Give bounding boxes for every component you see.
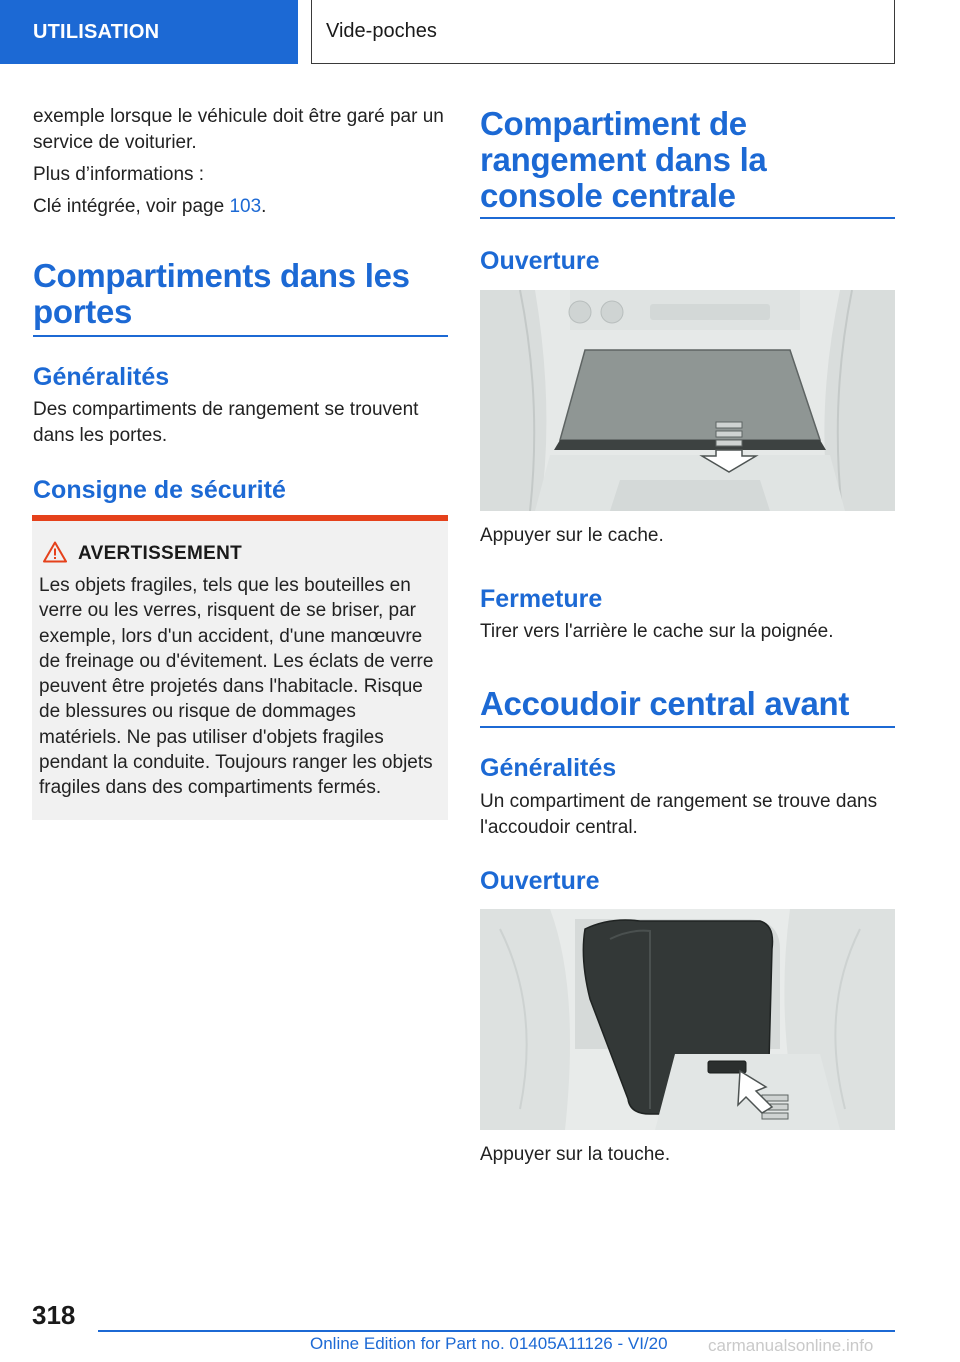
- footer-edition: Online Edition for Part no. 01405A11126 - VI/20: [310, 1334, 668, 1353]
- general-paragraph: Des compartiments de rangement se trouvent dans les portes.: [33, 399, 419, 446]
- header-section-label: UTILISATION: [33, 20, 160, 43]
- heading-opening: Ouverture: [480, 247, 600, 275]
- watermark: carmanualsonline.info: [708, 1336, 874, 1355]
- closing-paragraph: Tirer vers l'arrière le cache sur la poignée.: [480, 621, 834, 642]
- cross-reference-end: .: [261, 196, 267, 217]
- header-chapter-label: Vide-poches: [326, 20, 437, 42]
- warning-title: AVERTISSEMENT: [78, 543, 243, 564]
- heading-general-armrest: Généralités: [480, 754, 617, 782]
- warning-text: Les objets fragiles, tels que les bouteilles en verre ou les verres, risquent de se briser, par exemple, lors d'un accident, d'une manœuvre de freinage ou d'évitement. Les éclats de verre peuvent être projetés dans l'habitacle. Risque de blessures ou risque de dommages matériels. Ne pas utiliser d'objets fragiles pendant la conduite. Toujours ranger les objets fragiles dans des compartiments fermés.: [39, 575, 434, 799]
- heading-rule: [33, 335, 448, 337]
- intro-paragraph: exemple lorsque le véhicule doit être garé par un service de voiturier.: [33, 106, 444, 153]
- armrest-illustration: [480, 909, 895, 1130]
- cross-reference: [33, 194, 266, 220]
- page-number: 318: [32, 1300, 76, 1330]
- heading-console-compartment: Compartiment de rangement dans la console centrale: [480, 105, 767, 214]
- warning-triangle-icon: [43, 541, 67, 563]
- footer-rule: [98, 1330, 895, 1332]
- console-compartment-illustration: [480, 290, 895, 511]
- heading-rule: [480, 726, 895, 728]
- heading-door-compartments: Compartiments dans les portes: [33, 257, 410, 330]
- more-info-label: Plus d’informations :: [33, 164, 205, 185]
- heading-general: Généralités: [33, 363, 170, 391]
- heading-opening-armrest: Ouverture: [480, 867, 600, 895]
- console-illustration-drawing: [480, 290, 895, 511]
- page-link-103[interactable]: 103: [229, 196, 262, 217]
- heading-safety: Consigne de sécurité: [33, 476, 286, 504]
- header-section-tab: [0, 0, 298, 64]
- armrest-caption: Appuyer sur la touche.: [480, 1144, 671, 1165]
- heading-rule: [480, 217, 895, 219]
- console-caption: Appuyer sur le cache.: [480, 525, 664, 546]
- armrest-paragraph: Un compartiment de rangement se trouve dans l'accoudoir central.: [480, 791, 878, 838]
- header-chapter-box: [311, 0, 895, 64]
- heading-front-armrest: Accoudoir central avant: [480, 685, 850, 722]
- cross-reference-text: Clé intégrée, voir page: [33, 196, 230, 217]
- armrest-illustration-drawing: [480, 909, 895, 1130]
- heading-closing: Fermeture: [480, 585, 603, 613]
